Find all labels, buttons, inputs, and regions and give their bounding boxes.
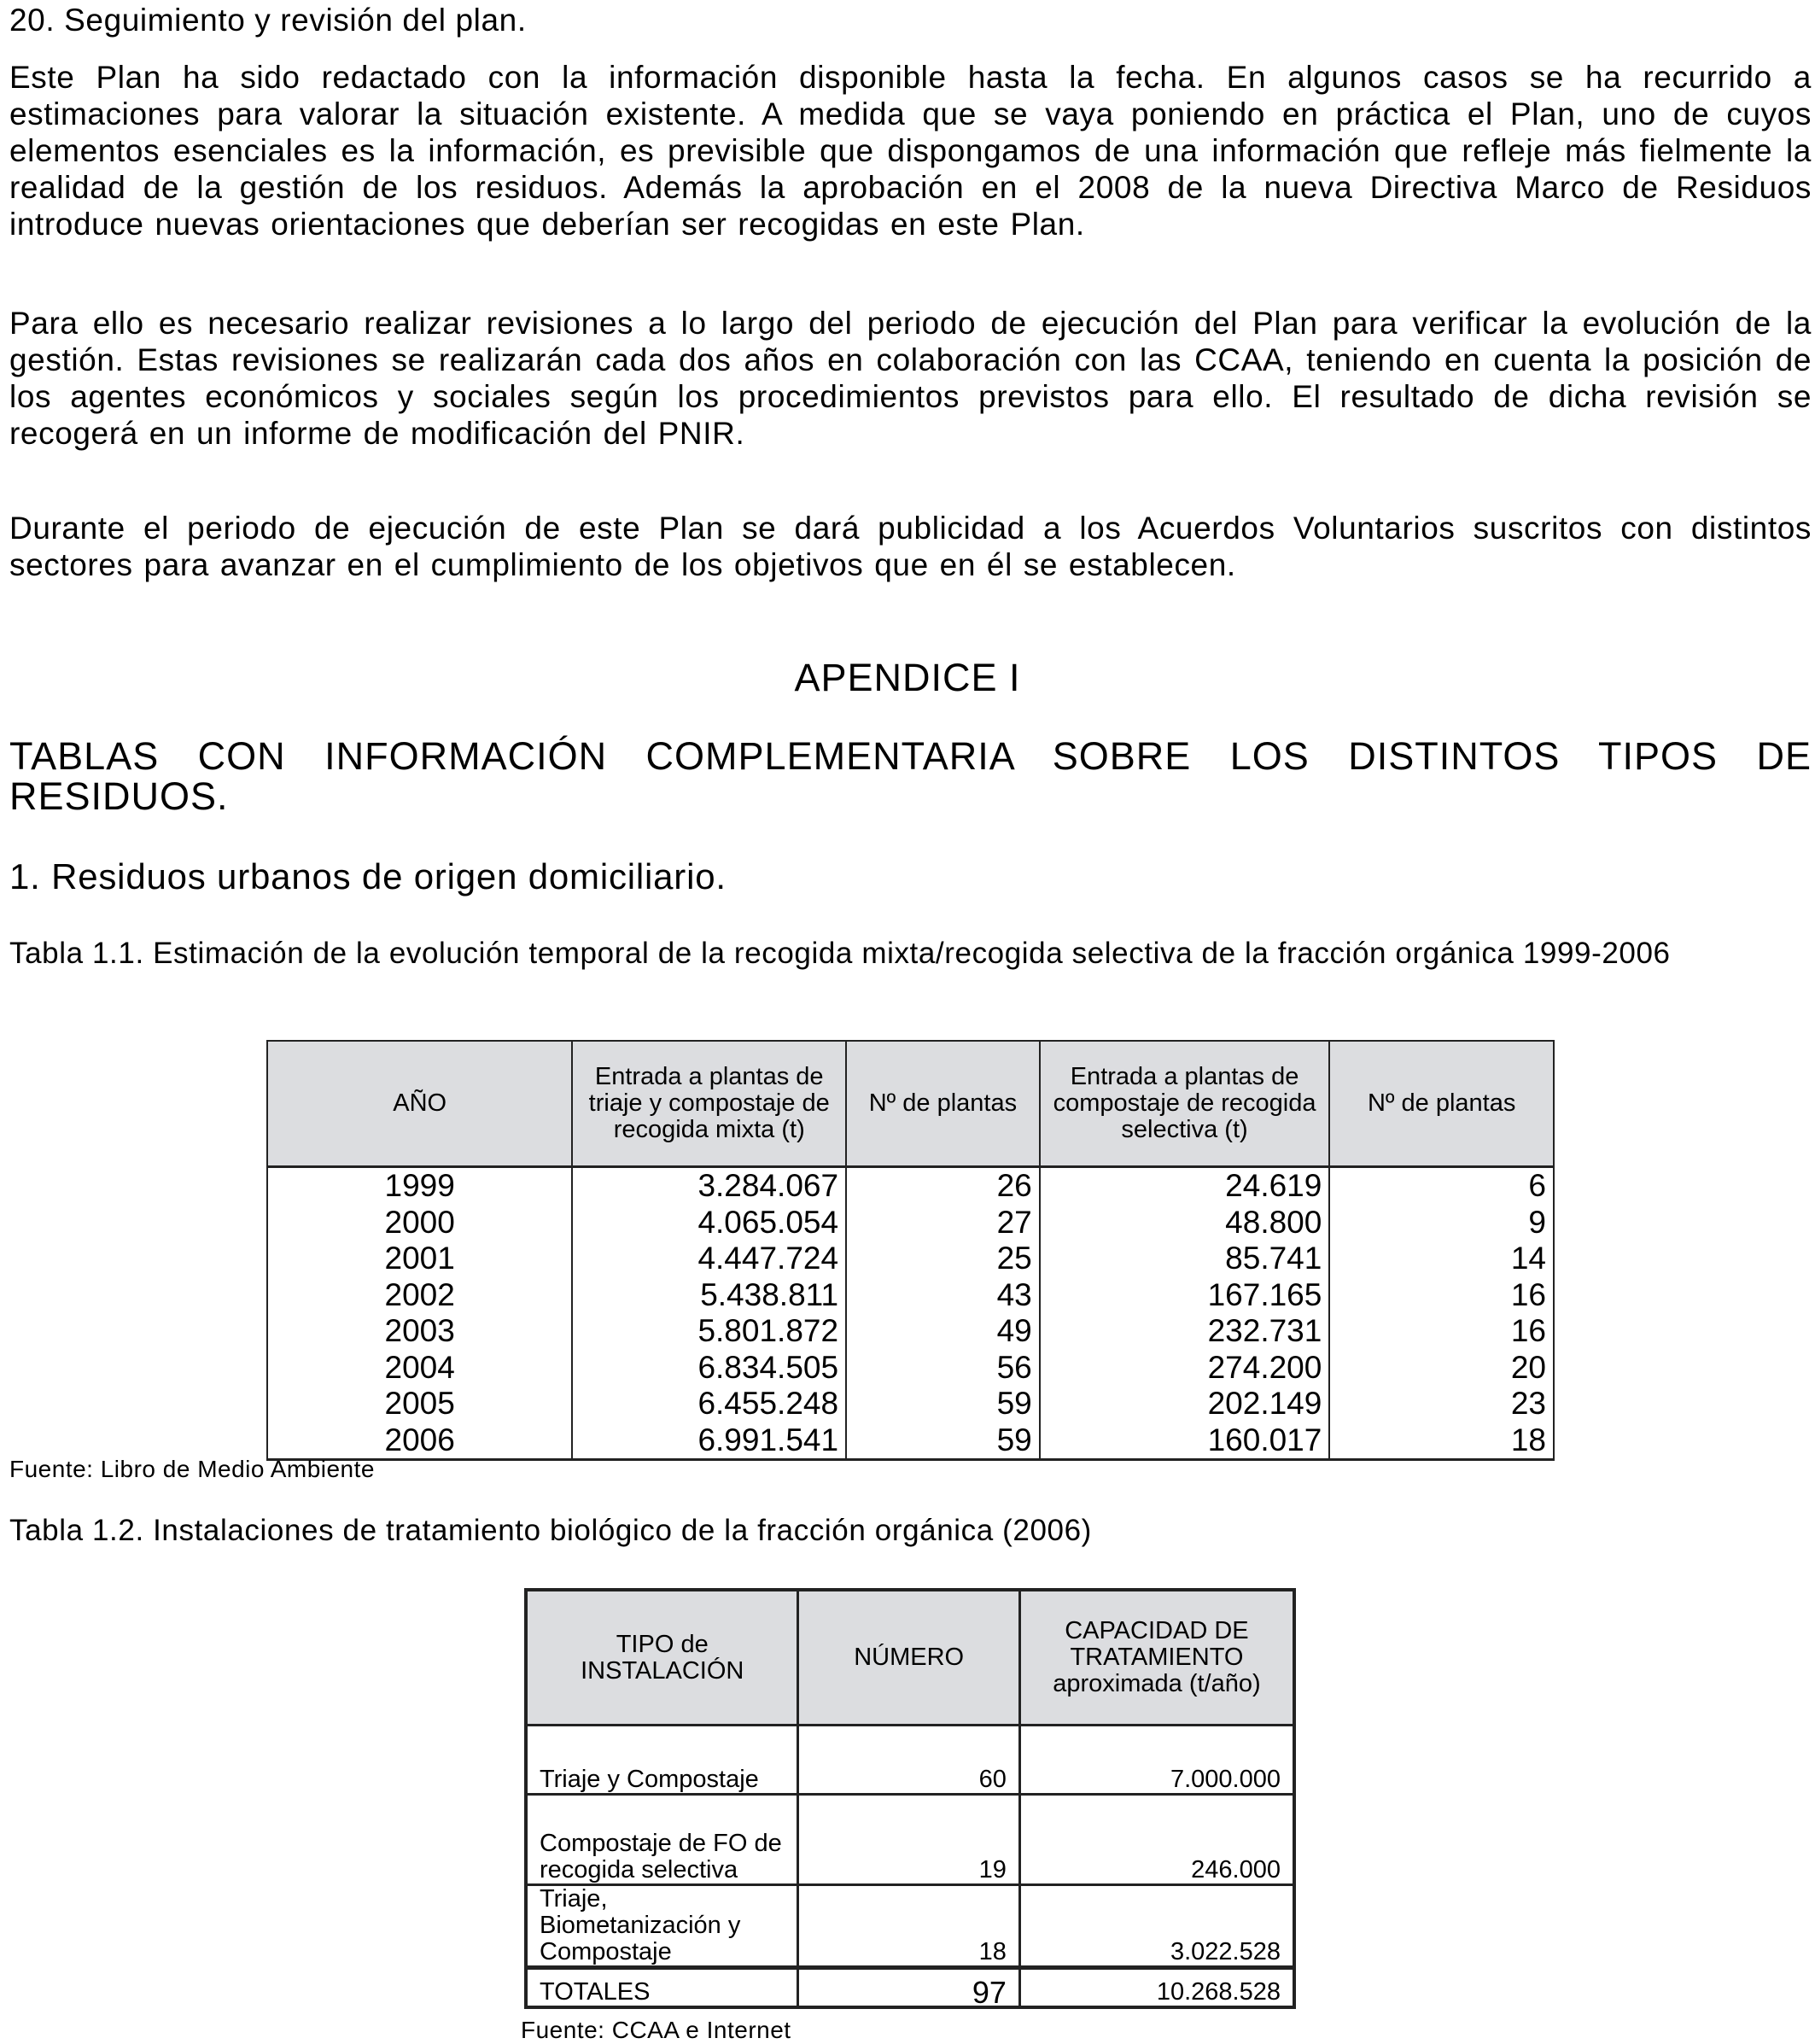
header-cell: AÑO [267,1041,572,1167]
cell: 4.065.054 [572,1205,846,1241]
table-row [267,1167,1554,1205]
cell: 2004 [267,1350,572,1387]
header-cell: Nº de plantas [1329,1041,1554,1167]
table-row [267,1386,1554,1422]
table-1-1 [266,1040,1555,1461]
table-header-row [526,1590,1294,1726]
cell: 6.455.248 [572,1386,846,1422]
paragraph: Durante el periodo de ejecución de este Plan se dará publicidad a los Acuerdos Voluntarios suscritos con distintos sectores para avanzar en el cumplimiento de los objetivos que en él se establecen. [9,511,1812,582]
cell: 97 [798,1968,1019,2008]
cell: 10.268.528 [1019,1968,1294,2008]
cell: 6.834.505 [572,1350,846,1387]
cell: 43 [846,1277,1040,1314]
cell: 2000 [267,1205,572,1241]
cell: 160.017 [1040,1422,1330,1460]
cell: 20 [1329,1350,1554,1387]
cell: 56 [846,1350,1040,1387]
section-1-heading: 1. Residuos urbanos de origen domiciliario. [9,856,727,896]
table-1-2 [524,1588,1296,2009]
cell: 3.284.067 [572,1167,846,1205]
cell: Compostaje de FO de recogida selectiva [526,1795,798,1885]
table-row [267,1350,1554,1387]
cell: 274.200 [1040,1350,1330,1387]
cell: 16 [1329,1277,1554,1314]
paragraph: Este Plan ha sido redactado con la información disponible hasta la fecha. En algunos casos se ha recurrido a estimaciones para valorar la situación existente. A medida que se vaya poniendo en práctica el Plan, uno de cuyos elementos esenciales es la información, es previsible que dispongamos de una información que refleje más fielmente la realidad de la gestión de los residuos. Además la aprobación en el 2008 de la nueva Directiva Marco de Residuos introduce nuevas orientaciones que deberían ser recogidas en este Plan. [9,60,1812,242]
table2-source: Fuente: CCAA e Internet [521,2017,791,2043]
cell: 2005 [267,1386,572,1422]
cell: 85.741 [1040,1241,1330,1277]
cell: 18 [1329,1422,1554,1460]
cell: 232.731 [1040,1313,1330,1350]
cell: Triaje, Biometanización y Compostaje [526,1885,798,1968]
cell: 24.619 [1040,1167,1330,1205]
cell: 18 [798,1885,1019,1968]
cell: 3.022.528 [1019,1885,1294,1968]
cell: 202.149 [1040,1386,1330,1422]
table1-source: Fuente: Libro de Medio Ambiente [9,1456,375,1482]
table1-caption: Tabla 1.1. Estimación de la evolución temporal de la recogida mixta/recogida selectiva de la fracción orgánica 1999-2006 [9,937,1671,970]
table-header-row [267,1041,1554,1167]
table-row [526,1885,1294,1968]
totals-row [526,1968,1294,2008]
cell: 23 [1329,1386,1554,1422]
table-row [526,1726,1294,1795]
cell: 25 [846,1241,1040,1277]
cell: 7.000.000 [1019,1726,1294,1795]
table-row [526,1795,1294,1885]
cell: 6 [1329,1167,1554,1205]
cell: 4.447.724 [572,1241,846,1277]
cell: 2001 [267,1241,572,1277]
header-cell: Nº de plantas [846,1041,1040,1167]
cell: 5.438.811 [572,1277,846,1314]
cell: 2006 [267,1422,572,1460]
appendix-title: APENDICE I [794,656,1021,699]
cell: 1999 [267,1167,572,1205]
header-cell: Entrada a plantas de triaje y compostaje de recogida mixta (t) [572,1041,846,1167]
table-row [267,1313,1554,1350]
cell: 16 [1329,1313,1554,1350]
cell: 2003 [267,1313,572,1350]
header-cell: TIPO de INSTALACIÓN [526,1590,798,1726]
cell: 49 [846,1313,1040,1350]
cell: 48.800 [1040,1205,1330,1241]
table2-caption: Tabla 1.2. Instalaciones de tratamiento biológico de la fracción orgánica (2006) [9,1514,1092,1547]
cell: 6.991.541 [572,1422,846,1460]
cell: TOTALES [526,1968,798,2008]
paragraph: Para ello es necesario realizar revisiones a lo largo del periodo de ejecución del Plan para verificar la evolución de la gestión. Estas revisiones se realizarán cada dos años en colaboración con las CCAA, teniendo en cuenta la posición de los agentes económicos y sociales según los procedimientos previstos para ello. El resultado de dicha revisión se recogerá en un informe de modificación del PNIR. [9,306,1812,451]
cell: 5.801.872 [572,1313,846,1350]
cell: 9 [1329,1205,1554,1241]
header-cell: Entrada a plantas de compostaje de recogida selectiva (t) [1040,1041,1330,1167]
header-cell: CAPACIDAD DE TRATAMIENTO aproximada (t/año) [1019,1590,1294,1726]
cell: 27 [846,1205,1040,1241]
table-row [267,1205,1554,1241]
table-row [267,1277,1554,1314]
cell: 59 [846,1422,1040,1460]
table-row [267,1422,1554,1460]
cell: 59 [846,1386,1040,1422]
cell: Triaje y Compostaje [526,1726,798,1795]
cell: 246.000 [1019,1795,1294,1885]
cell: 14 [1329,1241,1554,1277]
cell: 2002 [267,1277,572,1314]
appendix-subtitle: TABLAS CON INFORMACIÓN COMPLEMENTARIA SOBRE LOS DISTINTOS TIPOS DE RESIDUOS. [9,734,1812,818]
cell: 167.165 [1040,1277,1330,1314]
header-cell: NÚMERO [798,1590,1019,1726]
cell: 60 [798,1726,1019,1795]
section-heading: 20. Seguimiento y revisión del plan. [9,3,527,38]
table-row [267,1241,1554,1277]
cell: 19 [798,1795,1019,1885]
cell: 26 [846,1167,1040,1205]
